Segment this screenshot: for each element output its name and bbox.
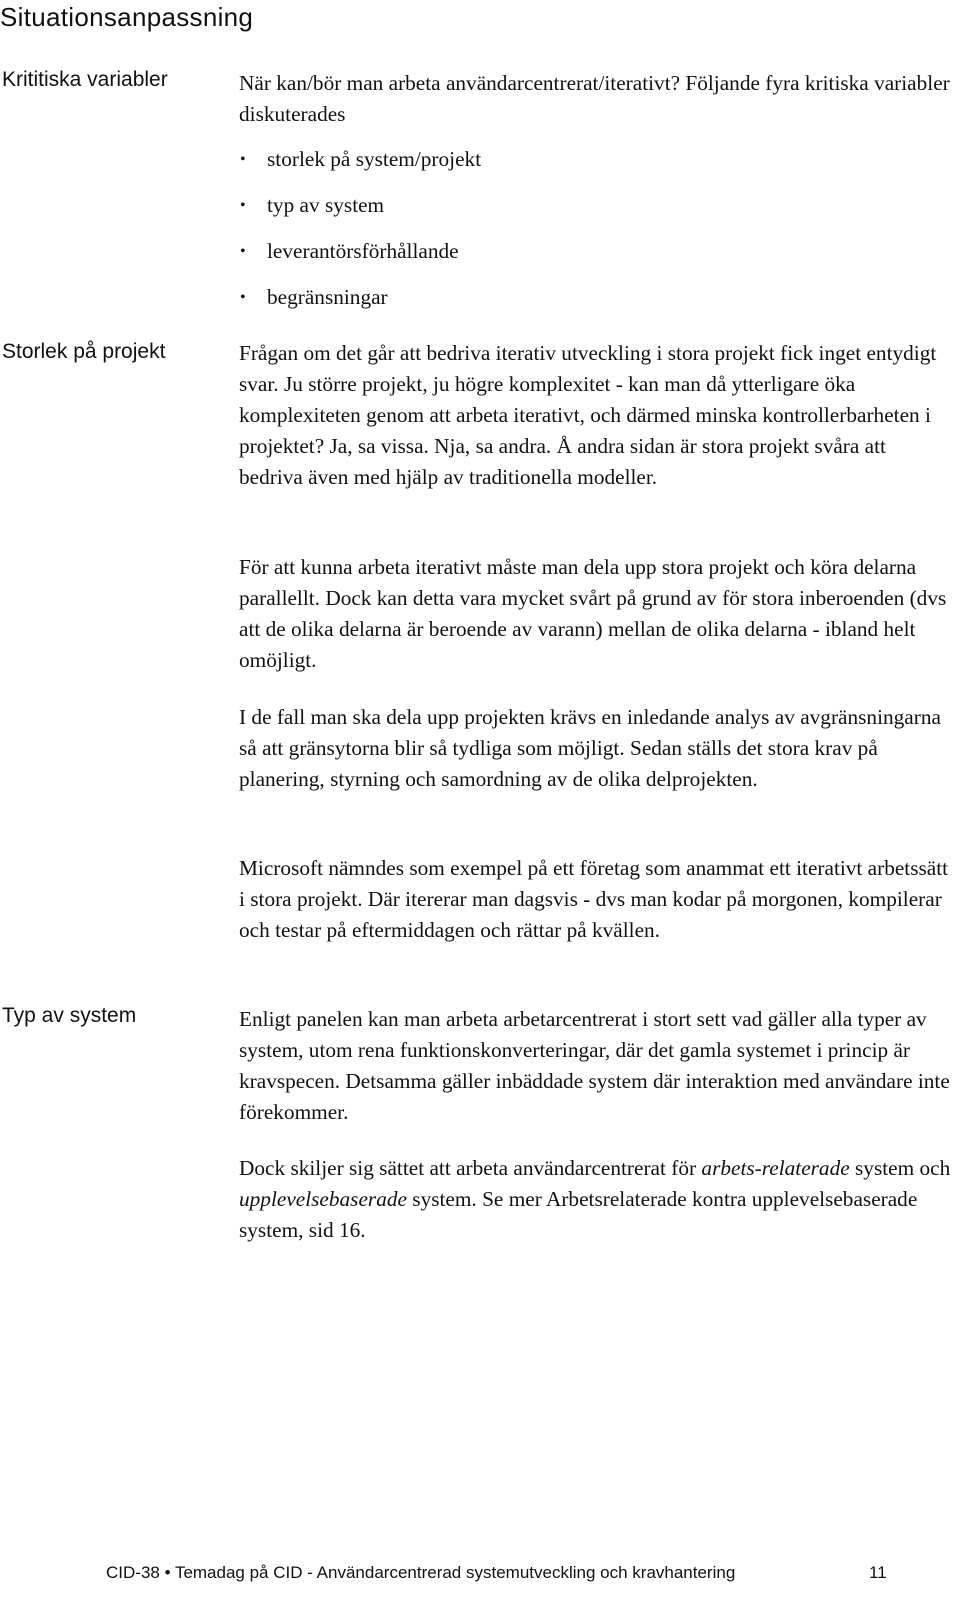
list-item: • typ av system bbox=[239, 190, 481, 236]
bullet-icon: • bbox=[240, 289, 246, 306]
section-label-kritiska: Krititiska variabler bbox=[2, 68, 168, 91]
storlek-paragraph-1: Frågan om det går att bedriva iterativ utveckling i stora projekt fick inget entydigt svar. Ju större projekt, ju högre komplexitet - kan man då ytterligare öka komplexiteten genom att arbeta iterativt, och därmed minska kontrollerbarheten i projektet? Ja, sa vissa. Nja, sa andra. Å andra sidan är stora projekt svåra att bedriva även med hjälp av traditionella modeller. bbox=[239, 341, 937, 489]
list-item: • storlek på system/projekt bbox=[239, 144, 481, 190]
list-item: • begränsningar bbox=[239, 282, 481, 328]
emphasis-arbetsrelaterade: arbets-relaterade bbox=[701, 1156, 850, 1180]
storlek-paragraph-2: För att kunna arbeta iterativt måste man dela upp stora projekt och köra delarna parallellt. Dock kan detta vara mycket svårt på grund av för stora inberoenden (dvs att de olika delarna är beroende av varann) mellan de olika delarna - ibland helt omöjligt. bbox=[239, 555, 947, 672]
list-item: • leverantörsförhållande bbox=[239, 236, 481, 282]
bullet-icon: • bbox=[240, 243, 246, 260]
page-title: Situationsanpassning bbox=[0, 2, 254, 32]
storlek-paragraph-4: Microsoft nämndes som exempel på ett företag som anammat ett iterativt arbetssätt i stora projekt. Där itererar man dagsvis - dvs man kodar på morgonen, kompilerar och testar på eftermiddagen och rättar på kvällen. bbox=[239, 856, 949, 942]
storlek-paragraph-3: I de fall man ska dela upp projekten krävs en inledande analys av avgränsningarna så att gränsytorna blir så tydliga som möjligt. Sedan ställs det stora krav på planering, styrning och samordning av de olika delprojekten. bbox=[239, 705, 941, 791]
kritiska-intro: När kan/bör man arbeta användarcentrerat/iterativt? Följande fyra kritiska variabler diskuterades bbox=[239, 71, 950, 126]
page-footer: CID-38 • Temadag på CID - Användarcentrerad systemutveckling och kravhantering bbox=[106, 1563, 736, 1582]
page-number: 11 bbox=[869, 1563, 887, 1582]
kritiska-list bbox=[239, 144, 481, 328]
typ-paragraph-2: Dock skiljer sig sättet att arbeta användarcentrerat för arbets-relaterade system och upplevelsebaserade system. Se mer Arbetsrelaterade kontra upplevelsebaserade system, sid 16. bbox=[239, 1156, 951, 1242]
emphasis-upplevelsebaserade: upplevelsebaserade bbox=[239, 1187, 407, 1211]
bullet-icon: • bbox=[240, 151, 246, 168]
bullet-icon: • bbox=[240, 197, 246, 214]
typ-paragraph-1: Enligt panelen kan man arbeta arbetarcentrerat i stort sett vad gäller alla typer av system, utom rena funktionskonverteringar, där det gamla systemet i princip är kravspecen. Detsamma gäller inbäddade system där interaktion med användare inte förekommer. bbox=[239, 1007, 950, 1124]
section-label-storlek: Storlek på projekt bbox=[2, 340, 166, 363]
section-label-typ: Typ av system bbox=[2, 1004, 137, 1027]
